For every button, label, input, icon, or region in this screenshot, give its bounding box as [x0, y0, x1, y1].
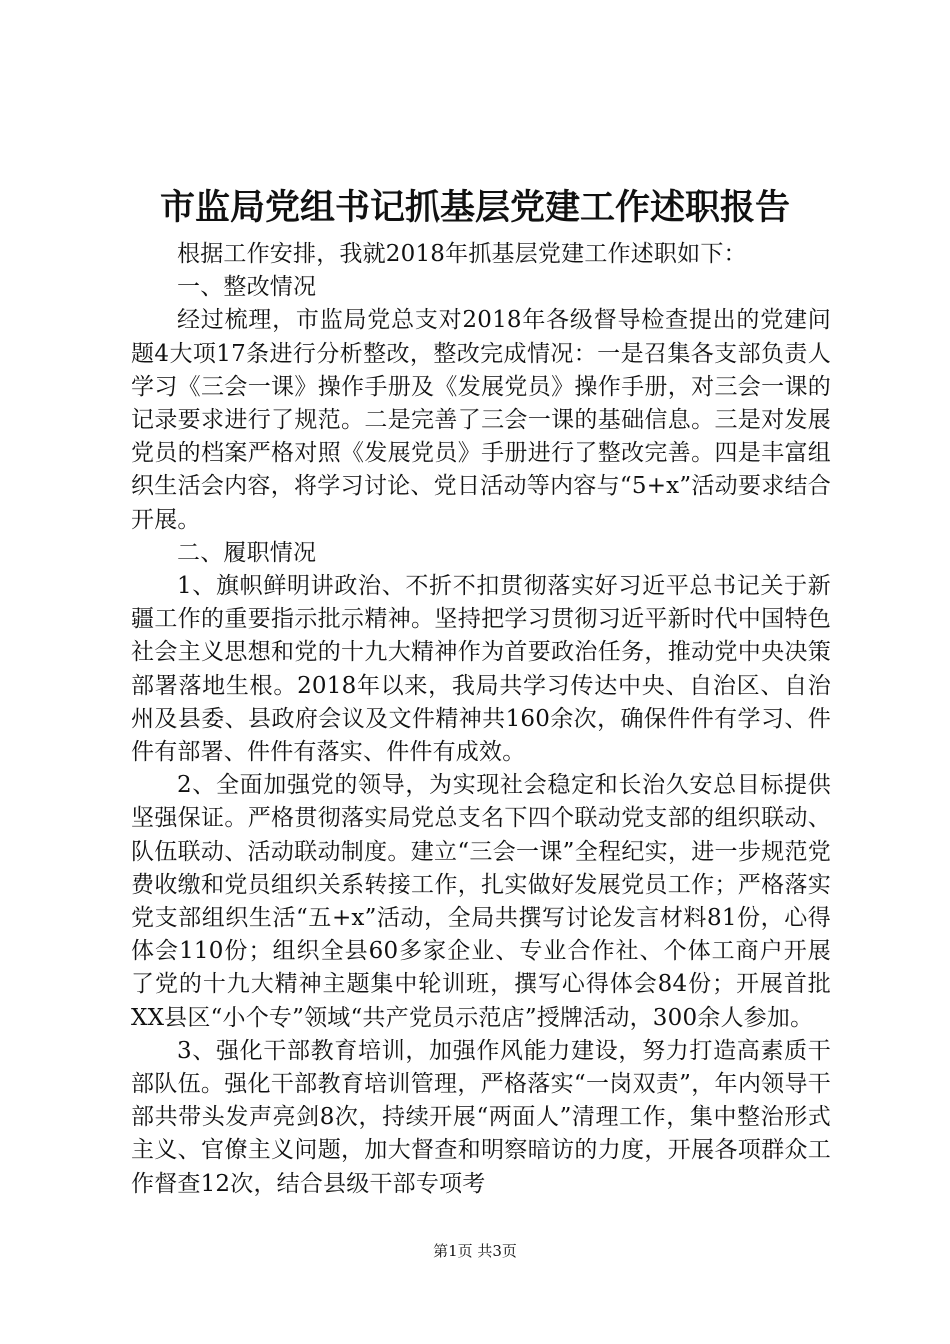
intro-paragraph: 根据工作安排，我就2018年抓基层党建工作述职如下： — [177, 241, 747, 267]
document-body — [131, 238, 831, 1201]
duty-paragraph-3: 3、强化干部教育培训，加强作风能力建设，努力打造高素质干部队伍。强化干部教育培训管理，严格落实“一岗双责”，年内领导干部共带头发声亮剑8次，持续开展“两面人”清理工作，集中整治形式主义、官僚主义问题，加大督查和明察暗访的力度，开展各项群众工作督查12次，结合县级干部专项考 — [131, 1037, 831, 1197]
section-heading-duties: 二、履职情况 — [177, 539, 317, 566]
page-footer: 第1页 共3页 — [433, 1242, 517, 1260]
document-title: 市监局党组书记抓基层党建工作述职报告 — [159, 187, 790, 228]
section-heading-rectification: 一、整改情况 — [177, 274, 317, 301]
duty-paragraph-2: 2、全面加强党的领导，为实现社会稳定和长治久安总目标提供坚强保证。严格贯彻落实局党总支名下四个联动党支部的组织联动、队伍联动、活动联动制度。建立“三会一课”全程纪实，进一步规范党费收缴和党员组织关系转接工作，扎实做好发展党员工作；严格落实党支部组织生活“五+x”活动，全局共撰写讨论发言材料81份，心得体会110份；组织全县60多家企业、专业合作社、个体工商户开展了党的十九大精神主题集中轮训班，撰写心得体会84份；开展首批XX县区“小个专”领域“共产党员示范店”授牌活动，300余人参加。 — [131, 772, 831, 1031]
duty-paragraph-1: 1、旗帜鲜明讲政治、不折不扣贯彻落实好习近平总书记关于新疆工作的重要指示批示精神。坚持把学习贯彻习近平新时代中国特色社会主义思想和党的十九大精神作为首要政治任务，推动党中央决策部署落地生根。2018年以来，我局共学习传达中央、自治区、自治州及县委、县政府会议及文件精神共160余次，确保件件有学习、件件有部署、件件有落实、件件有成效。 — [131, 573, 831, 766]
rectification-paragraph: 经过梳理，市监局党总支对2018年各级督导检查提出的党建问题4大项17条进行分析整改，整改完成情况：一是召集各支部负责人学习《三会一课》操作手册及《发展党员》操作手册，对三会一课的记录要求进行了规范。二是完善了三会一课的基础信息。三是对发展党员的档案严格对照《发展党员》手册进行了整改完善。四是丰富组织生活会内容，将学习讨论、党日活动等内容与“5+x”活动要求结合开展。 — [131, 307, 831, 533]
